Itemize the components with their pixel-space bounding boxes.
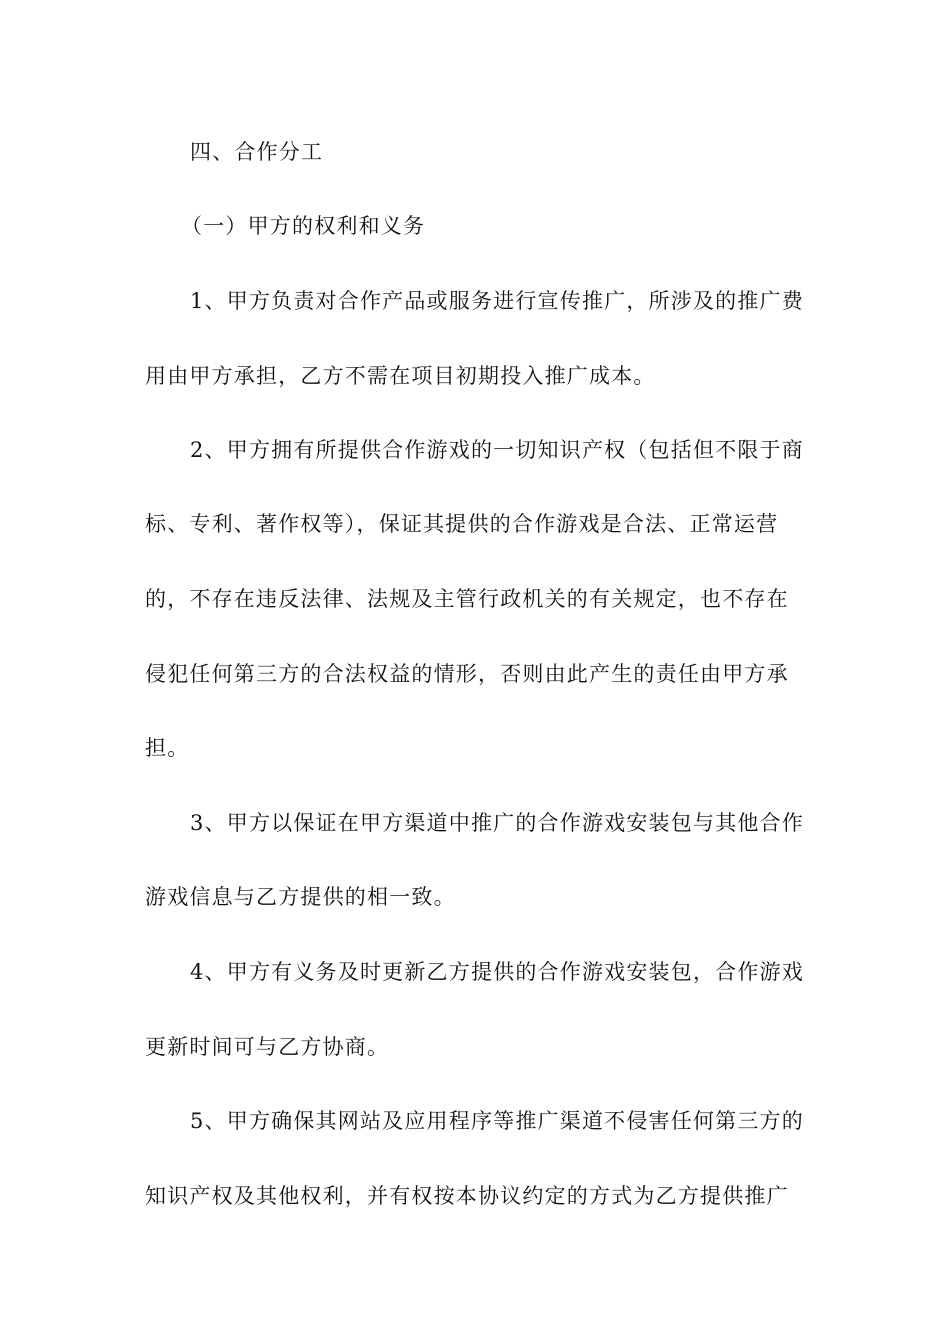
paragraph-2-line-3: 的，不存在违反法律、法规及主管行政机关的有关规定，也不存在 <box>145 587 789 611</box>
paragraph-2-line-5: 担。 <box>145 736 190 760</box>
paragraph-1-line-2: 用由甲方承担，乙方不需在项目初期投入推广成本。 <box>145 364 656 388</box>
paragraph-5-line-2: 知识产权及其他权利，并有权按本协议约定的方式为乙方提供推广 <box>145 1184 789 1208</box>
paragraph-2-line-4: 侵犯任何第三方的合法权益的情形，否则由此产生的责任由甲方承 <box>145 662 789 686</box>
section-subheading: （一）甲方的权利和义务 <box>181 214 426 238</box>
paragraph-3-line-1: 3、甲方以保证在甲方渠道中推广的合作游戏安装包与其他合作 <box>190 811 804 835</box>
paragraph-2-line-2: 标、专利、著作权等），保证其提供的合作游戏是合法、正常运营 <box>145 512 779 536</box>
paragraph-3-line-2: 游戏信息与乙方提供的相一致。 <box>145 885 456 909</box>
paragraph-5-line-1: 5、甲方确保其网站及应用程序等推广渠道不侵害任何第三方的 <box>190 1109 804 1133</box>
paragraph-1-line-1: 1、甲方负责对合作产品或服务进行宣传推广，所涉及的推广费 <box>190 289 804 313</box>
section-heading: 四、合作分工 <box>190 140 324 164</box>
paragraph-2-line-1: 2、甲方拥有所提供合作游戏的一切知识产权（包括但不限于商 <box>190 438 804 462</box>
paragraph-4-line-1: 4、甲方有义务及时更新乙方提供的合作游戏安装包，合作游戏 <box>190 960 804 984</box>
paragraph-4-line-2: 更新时间可与乙方协商。 <box>145 1035 390 1059</box>
